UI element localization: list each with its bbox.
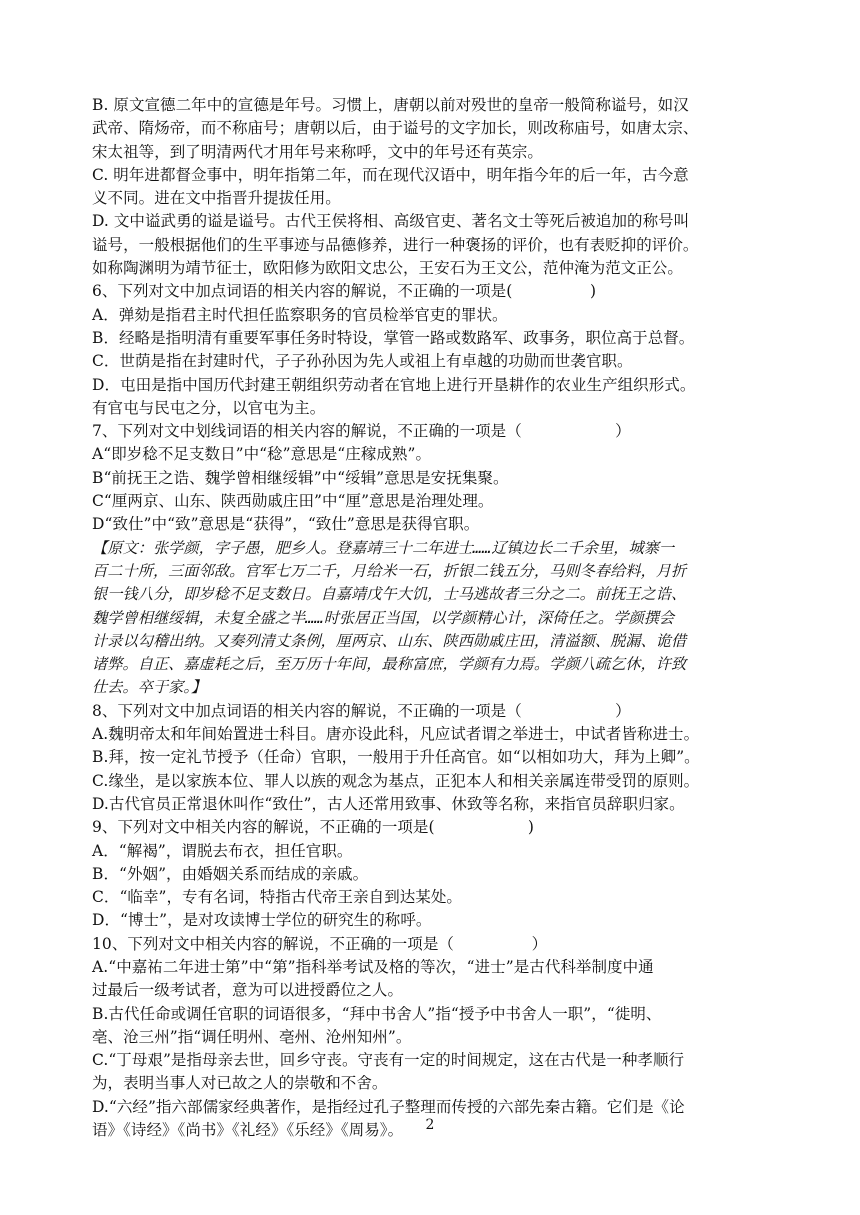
question-10-stem: 10、下列对文中相关内容的解说，不正确的一项是（ ） xyxy=(92,934,548,953)
question-8-option-d: D.古代官员正常退休叫作“致仕”，古人还常用致事、休致等名称，来指官员辞职归家。 xyxy=(92,794,685,813)
text-line: 武帝、隋炀帝，而不称庙号；唐朝以后，由于谥号的文字加长，则改称庙号，如唐太宗、 xyxy=(92,119,699,138)
question-6-stem: 6、下列对文中加点词语的相关内容的解说，不正确的一项是( ) xyxy=(92,282,597,301)
question-7-stem: 7、下列对文中划线词语的相关内容的解说，不正确的一项是（ ） xyxy=(92,422,631,441)
text-line: 义不同。进在文中指晋升提拔任用。 xyxy=(92,189,341,208)
original-text-line: 魏学曾相继绥辑，未复全盛之半……时张居正当国，以学颜精心计，深倚任之。学颜撰会 xyxy=(92,608,675,627)
text-line: 语》《诗经》《尚书》《礼经》《乐经》《周易》。 xyxy=(92,1121,404,1140)
text-line: 亳、沧三州”指“调任明州、亳州、沧州知州”。 xyxy=(92,1027,412,1046)
question-9-option-a: A．“解褐”，谓脱去布衣，担任官职。 xyxy=(92,841,353,860)
document-body xyxy=(92,94,772,1142)
question-7-option-a: A“即岁稔不足支数日”中“稔”意思是“庄稼成熟”。 xyxy=(92,445,431,464)
question-10-option-a: A.“中嘉祐二年进士第”中“第”指科举考试及格的等次，“进士”是古代科举制度中通 xyxy=(92,957,654,976)
text-line: C. 明年进都督佥事中，明年指第二年，而在现代汉语中，明年指今年的后一年，古今意 xyxy=(92,165,689,184)
text-line: 为，表明当事人对已故之人的崇敬和不舍。 xyxy=(92,1074,388,1093)
text-line: 如称陶渊明为靖节征士，欧阳修为欧阳文忠公，王安石为王文公，范仲淹为范文正公。 xyxy=(92,259,683,278)
text-line: 过最后一级考试者，意为可以进授爵位之人。 xyxy=(92,981,404,1000)
text-line: 宋太祖等，到了明清两代才用年号来称呼，文中的年号还有英宗。 xyxy=(92,142,543,161)
question-8-option-a: A.魏明帝太和年间始置进士科目。唐亦设此科，凡应试者谓之举进士，中试者皆称进士。 xyxy=(92,725,700,744)
question-8-option-b: B.拜，按一定礼节授予（任命）官职，一般用于升任高官。如“以相如功大，拜为上卿”。 xyxy=(92,748,700,767)
question-10-option-d: D.“六经”指六部儒家经典著作，是指经过孔子整理而传授的六部先秦古籍。它们是《论 xyxy=(92,1097,685,1116)
original-text-line: 诸弊。自正、嘉虚耗之后，至万历十年间，最称富庶，学颜有力焉。学颜八疏乞休，许致 xyxy=(92,655,687,674)
question-10-option-b: B.古代任命或调任官职的词语很多，“拜中书舍人”指“授予中书舍人一职”，“徙明、 xyxy=(92,1004,662,1023)
question-6-option-c: C．世荫是指在封建时代，子子孙孙因为先人或祖上有卓越的功勋而世袭官职。 xyxy=(92,352,633,371)
text-line: 谥号，一般根据他们的生平事迹与品德修养，进行一种褒扬的评价，也有表贬抑的评价。 xyxy=(92,235,699,254)
original-text-line: 百二十所，三面邻敌。官军七万二千，月给米一石，折银二钱五分，马则冬春给料，月折 xyxy=(92,561,687,580)
question-7-option-c: C“厘两京、山东、陕西勋戚庄田”中“厘”意思是治理处理。 xyxy=(92,492,494,511)
original-text-line: 【原文：张学颜，字子愚，肥乡人。登嘉靖三十二年进士……辽镇边长二千余里，城寨一 xyxy=(92,538,675,557)
text-line: B. 原文宣德二年中的宣德是年号。习惯上，唐朝以前对殁世的皇帝一般简称谥号，如汉 xyxy=(92,96,689,114)
question-9-option-b: B．“外姻”，由婚姻关系而结成的亲戚。 xyxy=(92,864,369,883)
question-6-option-d: D．屯田是指中国历代封建王朝组织劳动者在官地上进行开垦耕作的农业生产组织形式。 xyxy=(92,375,696,394)
question-8-stem: 8、下列对文中加点词语的相关内容的解说，不正确的一项是（ ） xyxy=(92,701,631,720)
page-number: 2 xyxy=(425,1117,435,1133)
question-9-stem: 9、下列对文中相关内容的解说，不正确的一项是( ) xyxy=(92,818,534,837)
question-6-option-a: A．弹劾是指君主时代担任监察职务的官员检举官吏的罪状。 xyxy=(92,305,508,324)
original-text-line: 计录以勾稽出纳。又奏列清丈条例，厘两京、山东、陕西勋戚庄田，清溢额、脱漏、诡借 xyxy=(92,631,687,650)
question-7-option-d: D“致仕”中“致”意思是“获得”，“致仕”意思是获得官职。 xyxy=(92,515,480,534)
text-line: D. 文中谥武勇的谥是谥号。古代王侯将相、高级官吏、著名文士等死后被追加的称号叫 xyxy=(92,212,690,231)
question-9-option-d: D．“博士”，是对攻读博士学位的研究生的称呼。 xyxy=(92,911,432,930)
question-7-option-b: B“前抚王之诰、魏学曾相继绥辑”中“绥辑”意思是安抚集聚。 xyxy=(92,468,509,487)
original-text-line: 仕去。卒于家。】 xyxy=(92,678,207,697)
question-8-option-c: C.缘坐，是以家族本位、罪人以族的观念为基点，正犯本人和相关亲属连带受罚的原则。 xyxy=(92,771,700,790)
question-10-option-c: C.“丁母艰”是指母亲去世，回乡守丧。守丧有一定的时间规定，这在古代是一种孝顺行 xyxy=(92,1051,685,1070)
text-line: 有官屯与民屯之分，以官屯为主。 xyxy=(92,398,326,417)
question-6-option-b: B．经略是指明清有重要军事任务时特设，掌管一路或数路军、政事务，职位高于总督。 xyxy=(92,328,695,347)
question-9-option-c: C．“临幸”，专有名词，特指古代帝王亲自到达某处。 xyxy=(92,888,462,907)
original-text-line: 银一钱八分，即岁稔不足支数日。自嘉靖戊午大饥，士马逃故者三分之二。前抚王之诰、 xyxy=(92,585,687,604)
